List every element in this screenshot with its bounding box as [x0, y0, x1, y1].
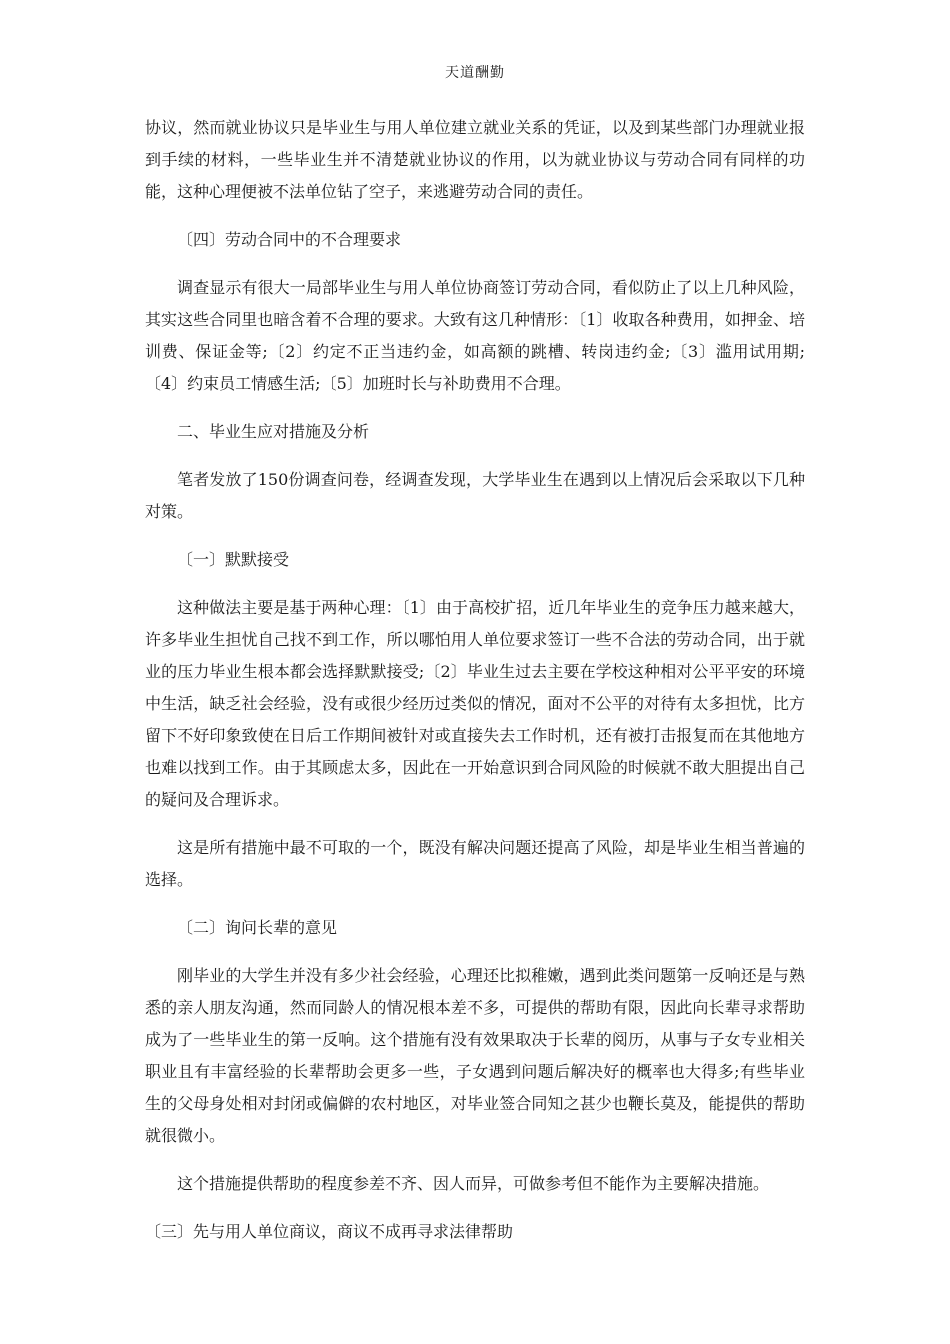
paragraph-accept-conclusion: 这是所有措施中最不可取的一个，既没有解决问题还提高了风险，却是毕业生相当普遍的选择。: [145, 838, 805, 889]
subsection-heading-elders: 〔二〕询问长辈的意见: [177, 918, 338, 937]
subsection-heading-negotiate: 〔三〕先与用人单位商议，商议不成再寻求法律帮助: [145, 1222, 514, 1241]
paragraph-survey: 笔者发放了150份调查问卷，经调查发现，大学毕业生在遇到以上情况后会采取以下几种对策。: [145, 470, 805, 521]
page-header: 天道酬勤: [445, 65, 505, 81]
subsection-heading-accept: 〔一〕默默接受: [177, 550, 290, 569]
paragraph-unreasonable-requirements: 调查显示有很大一局部毕业生与用人单位协商签订劳动合同，看似防止了以上几种风险，其实这些合同里也暗含着不合理的要求。大致有这几种情形：〔1〕收取各种费用，如押金、培训费、保证金等;〔2〕约定不正当违约金，如高额的跳槽、转岗违约金;〔3〕滥用试用期;〔4〕约束员工情感生活;〔5〕加班时长与补助费用不合理。: [145, 278, 805, 393]
paragraph-accept-reasons: 这种做法主要是基于两种心理：〔1〕由于高校扩招，近几年毕业生的竞争压力越来越大，许多毕业生担忧自己找不到工作，所以哪怕用人单位要求签订一些不合法的劳动合同，出于就业的压力毕业生根本都会选择默默接受;〔2〕毕业生过去主要在学校这种相对公平平安的环境中生活，缺乏社会经验，没有或很少经历过类似的情况，面对不公平的对待有太多担忧，比方留下不好印象致使在日后工作期间被针对或直接失去工作时机，还有被打击报复而在其他地方也难以找到工作。由于其顾虑太多，因此在一开始意识到合同风险的时候就不敢大胆提出自己的疑问及合理诉求。: [145, 598, 805, 809]
section-heading-countermeasures: 二、毕业生应对措施及分析: [177, 422, 370, 441]
section-heading-4: 〔四〕劳动合同中的不合理要求: [177, 230, 402, 249]
document-body: [145, 112, 805, 1264]
paragraph-continuation: 协议，然而就业协议只是毕业生与用人单位建立就业关系的凭证，以及到某些部门办理就业报到手续的材料，一些毕业生并不清楚就业协议的作用，以为就业协议与劳动合同有同样的功能，这种心理便被不法单位钻了空子，来逃避劳动合同的责任。: [145, 118, 805, 201]
paragraph-elders-detail: 刚毕业的大学生并没有多少社会经验，心理还比拟稚嫩，遇到此类问题第一反响还是与熟悉的亲人朋友沟通，然而同龄人的情况根本差不多，可提供的帮助有限，因此向长辈寻求帮助成为了一些毕业生的第一反响。这个措施有没有效果取决于长辈的阅历，从事与子女专业相关职业且有丰富经验的长辈帮助会更多一些，子女遇到问题后解决好的概率也大得多;有些毕业生的父母身处相对封闭或偏僻的农村地区，对毕业签合同知之甚少也鞭长莫及，能提供的帮助就很微小。: [145, 966, 805, 1145]
paragraph-elders-conclusion: 这个措施提供帮助的程度参差不齐、因人而异，可做参考但不能作为主要解决措施。: [177, 1174, 770, 1193]
